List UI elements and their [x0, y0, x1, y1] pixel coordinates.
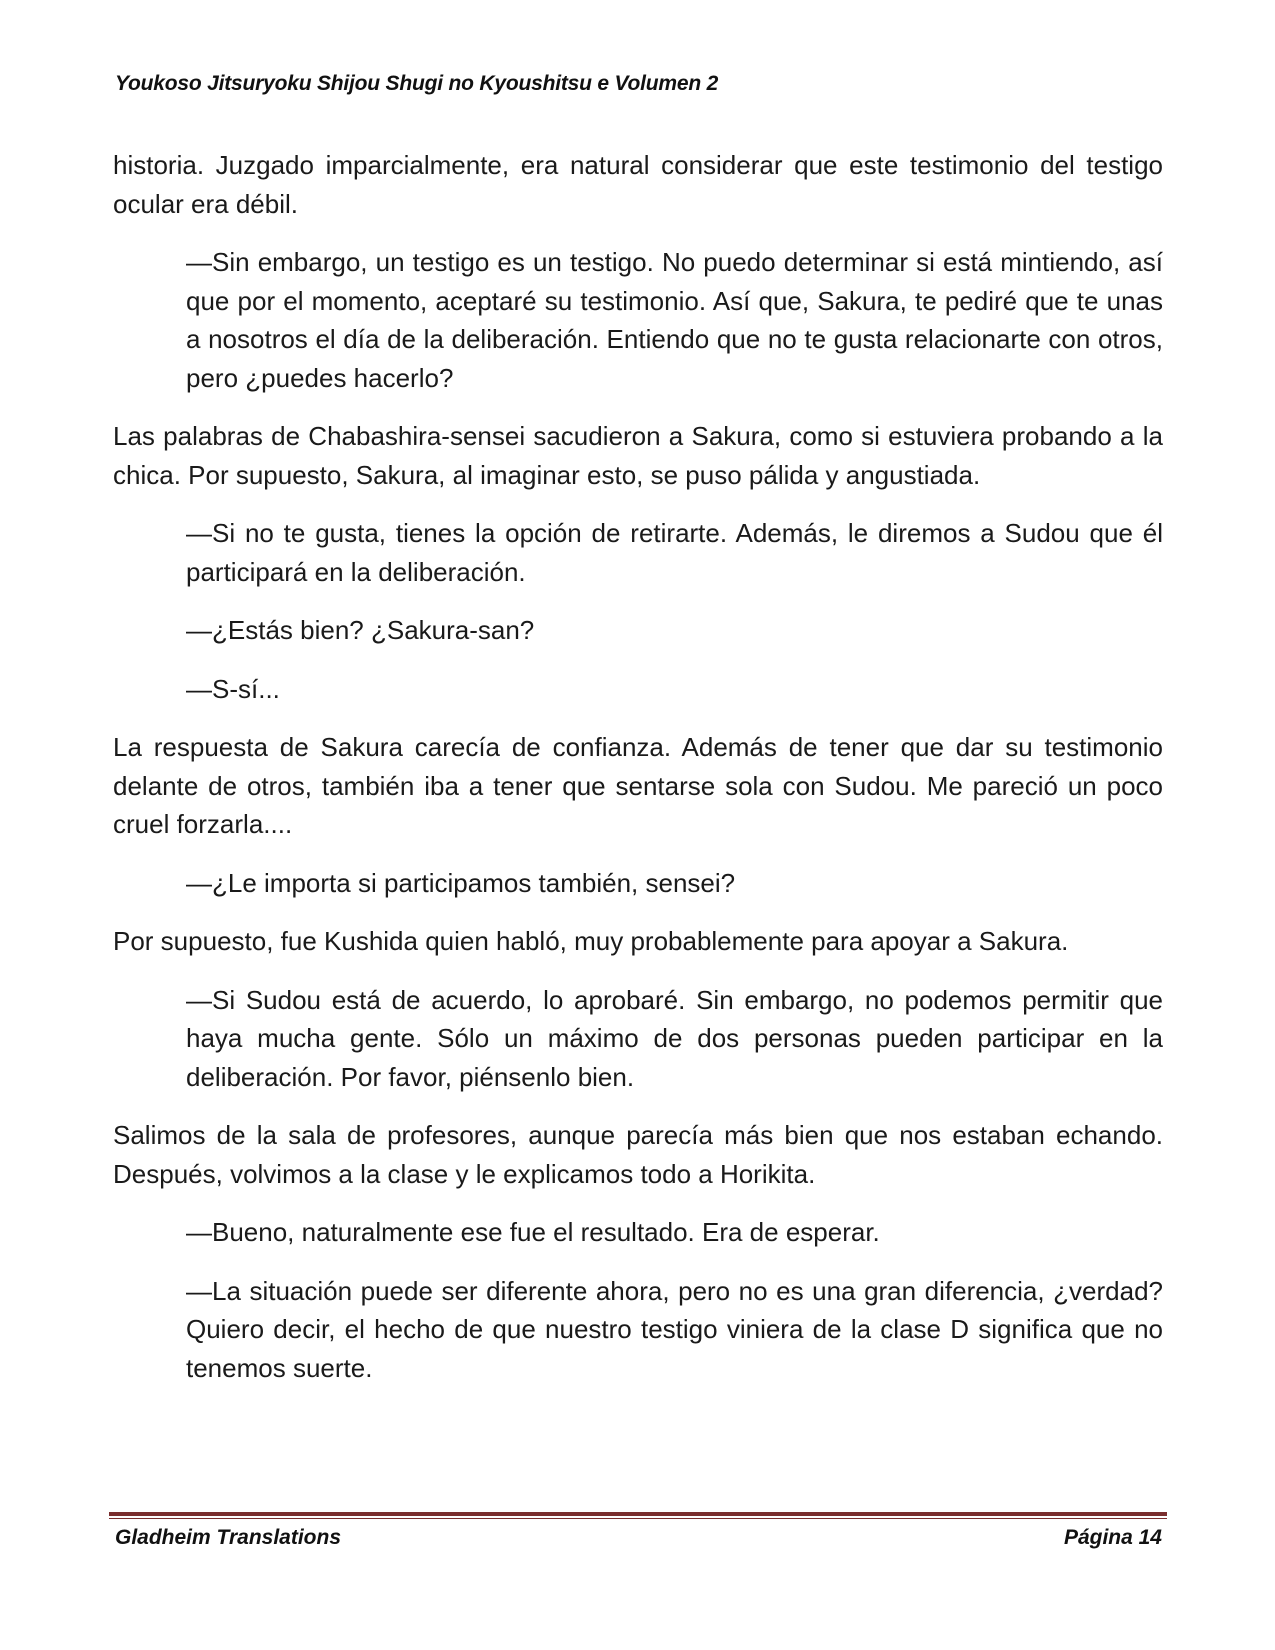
- footer-credit: Gladheim Translations: [115, 1526, 342, 1549]
- dialogue-paragraph: —¿Le importa si participamos también, sensei?: [186, 867, 736, 898]
- dialogue-paragraph: —Sin embargo, un testigo es un testigo. No puedo determinar si está mintiendo, así que por el momento, aceptaré su testimonio. Así que, Sakura, te pediré que te unas a nosotros el día de la deliberación. Entiendo que no te gusta relacionarte con otros, pero ¿puedes hacerlo?: [186, 247, 1163, 393]
- page-number: Página 14: [1063, 1526, 1162, 1549]
- dialogue-paragraph: —S-sí...: [186, 673, 280, 704]
- paragraph: La respuesta de Sakura carecía de confianza. Además de tener que dar su testimonio delante de otros, también iba a tener que sentarse sola con Sudou. Me pareció un poco cruel forzarla....: [113, 732, 1163, 839]
- paragraph: Las palabras de Chabashira-sensei sacudieron a Sakura, como si estuviera probando a la chica. Por supuesto, Sakura, al imaginar esto, se puso pálida y angustiada.: [113, 421, 1163, 490]
- body-text: [113, 146, 1163, 1407]
- dialogue-paragraph: —Bueno, naturalmente ese fue el resultado. Era de esperar.: [186, 1217, 880, 1247]
- dialogue-paragraph: —Si Sudou está de acuerdo, lo aprobaré. Sin embargo, no podemos permitir que haya mucha gente. Sólo un máximo de dos personas pueden participar en la deliberación. Por favor, piénsenlo bien.: [186, 984, 1163, 1092]
- paragraph: Salimos de la sala de profesores, aunque parecía más bien que nos estaban echando. Después, volvimos a la clase y le explicamos todo a Horikita.: [113, 1120, 1163, 1189]
- footer-divider-thin: [109, 1518, 1167, 1519]
- dialogue-paragraph: —¿Estás bien? ¿Sakura-san?: [186, 615, 535, 645]
- paragraph: historia. Juzgado imparcialmente, era natural considerar que este testimonio del testigo ocular era débil.: [113, 150, 1163, 219]
- dialogue-paragraph: —La situación puede ser diferente ahora, pero no es una gran diferencia, ¿verdad? Quiero decir, el hecho de que nuestro testigo viniera de la clase D significa que no tenemos suerte.: [186, 1275, 1163, 1383]
- running-header: Youkoso Jitsuryoku Shijou Shugi no Kyoushitsu e Volumen 2: [115, 72, 719, 95]
- footer-divider: [109, 1512, 1167, 1516]
- paragraph: Por supuesto, fue Kushida quien habló, muy probablemente para apoyar a Sakura.: [113, 926, 1069, 956]
- dialogue-paragraph: —Si no te gusta, tienes la opción de retirarte. Además, le diremos a Sudou que él participará en la deliberación.: [186, 518, 1163, 587]
